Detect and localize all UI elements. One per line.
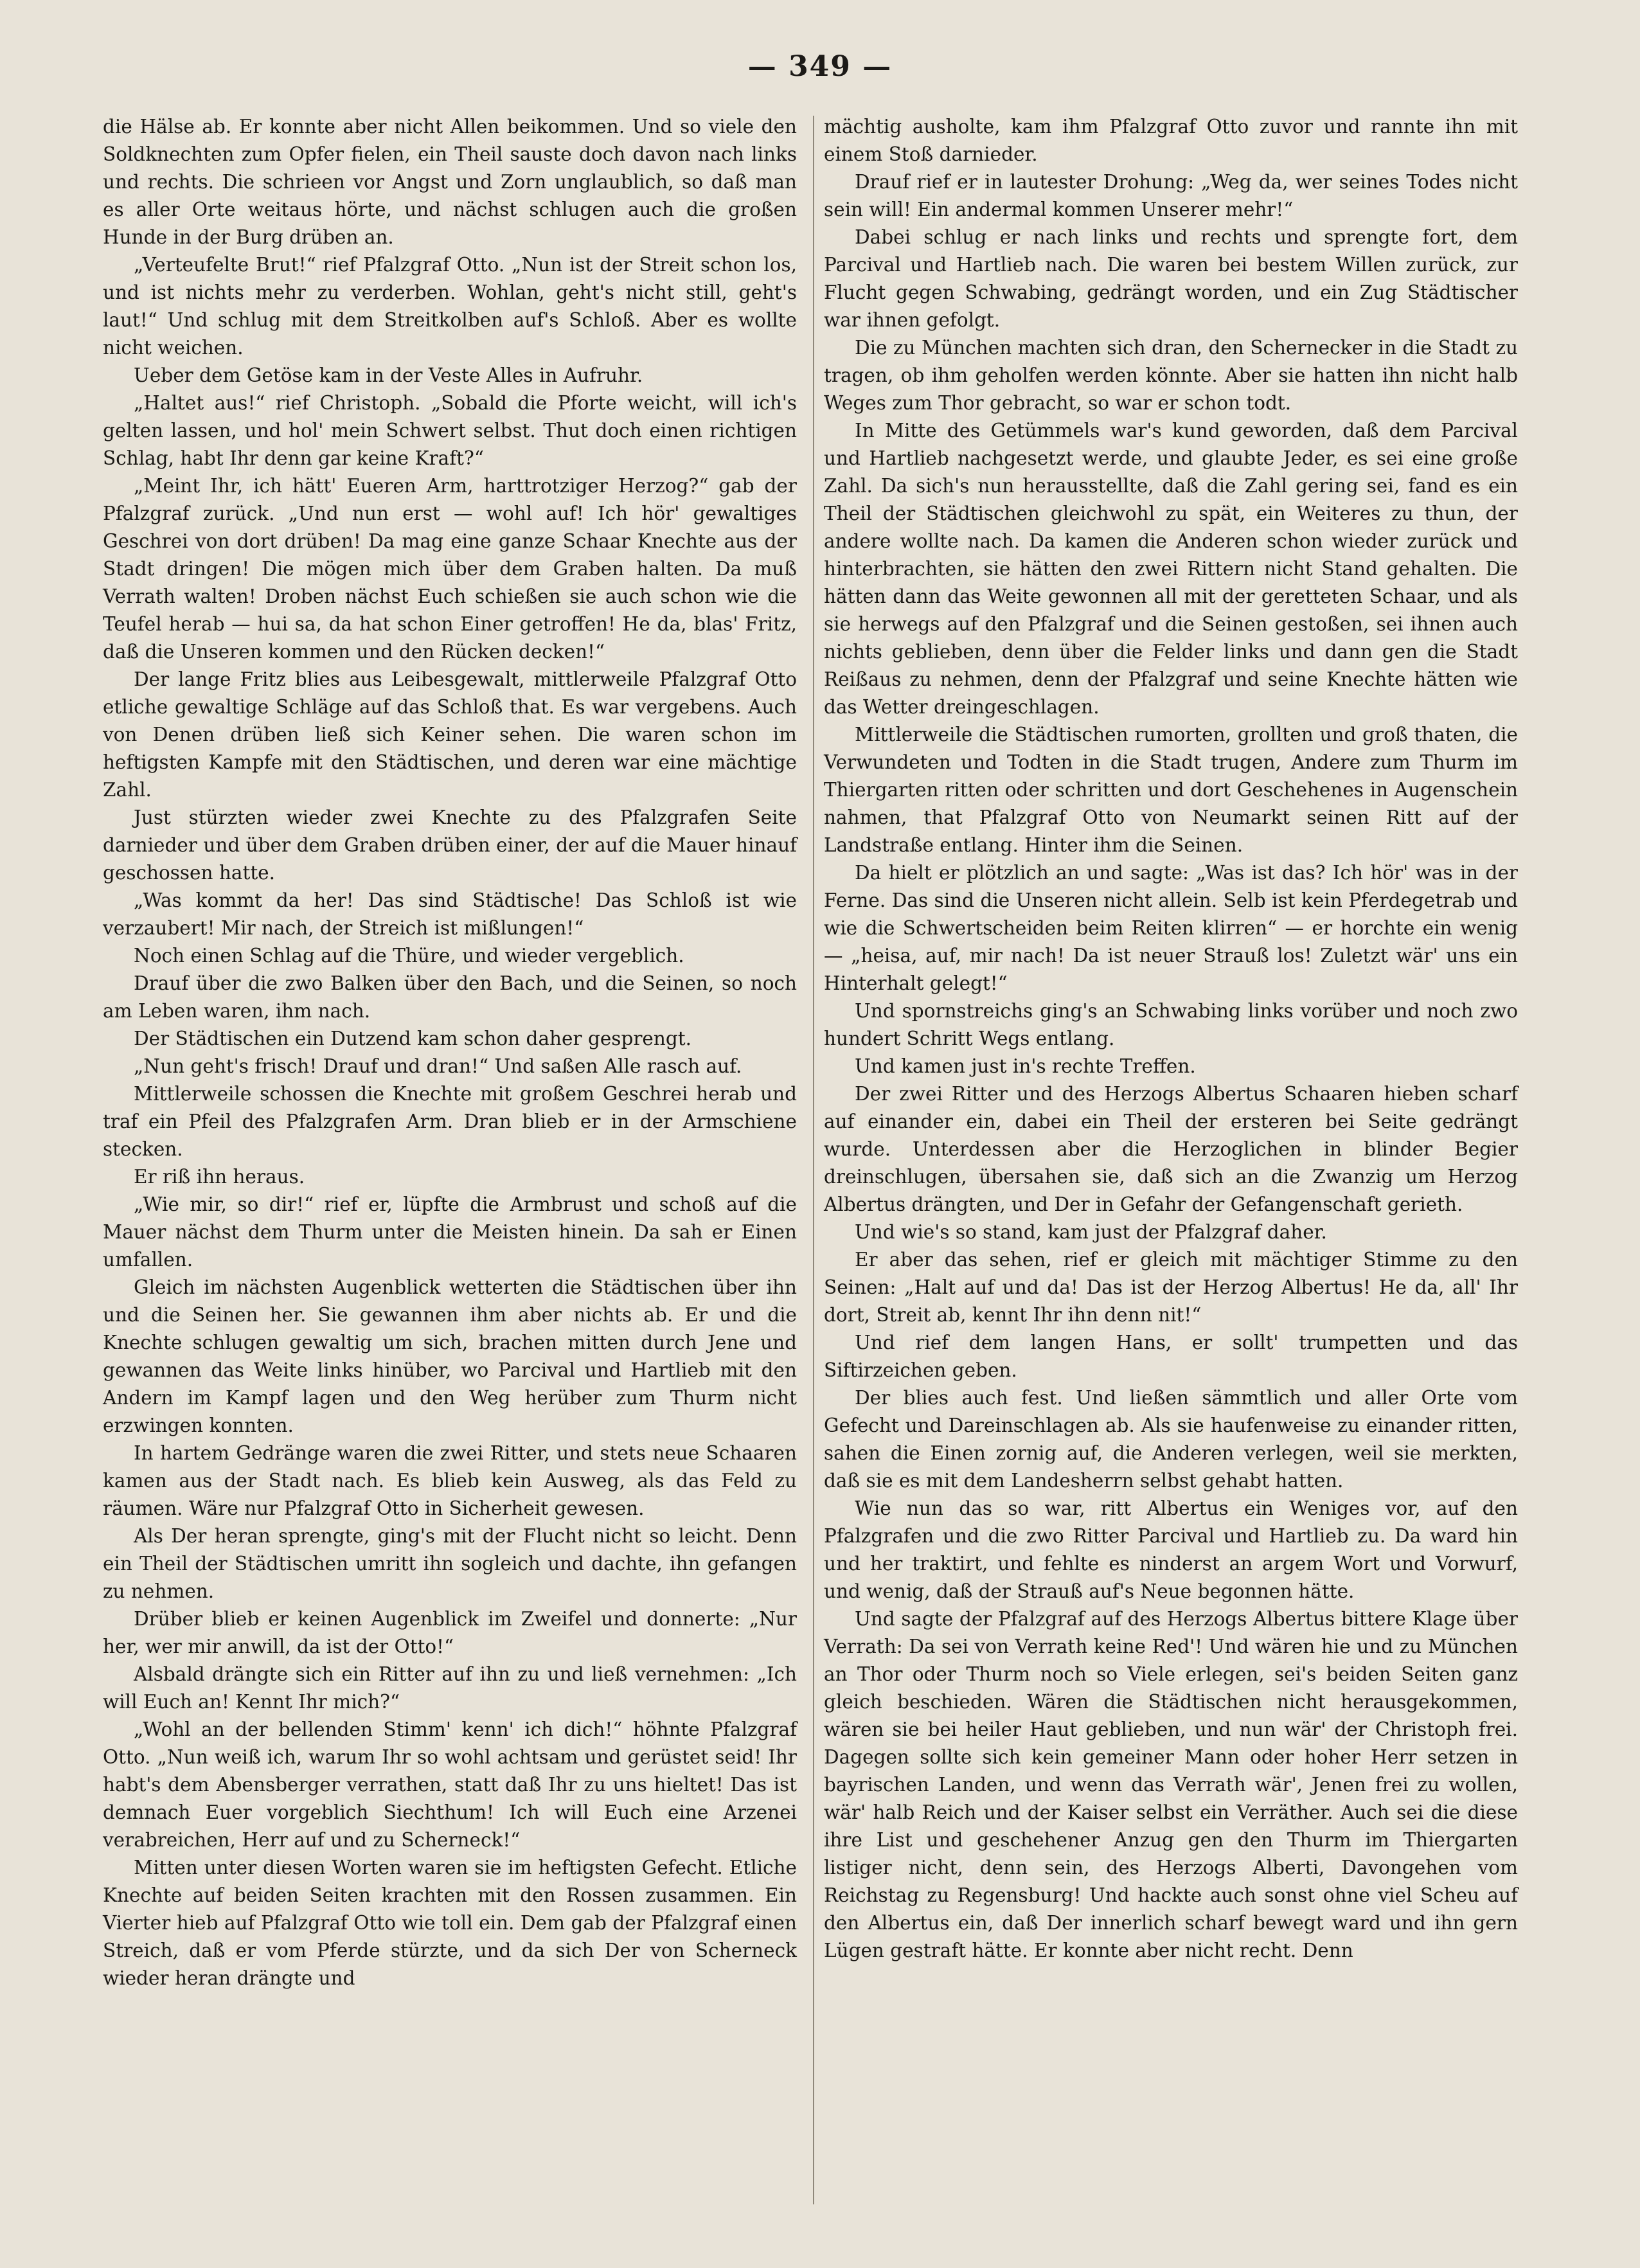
- paragraph: Gleich im nächsten Augenblick wetterten die Städtischen über ihn und die Seinen her. Sie gewannen ihm aber nichts ab. Er und die Knechte schlugen gewaltig um sich, brachen mitten durch Jene und gewannen das Weite links hinüber, wo Parcival und Hartlieb mit den Andern im Kampf lagen und den Weg herüber zum Thurm nicht erzwingen konnten.: [103, 1276, 797, 1436]
- paragraph: Ueber dem Getöse kam in der Veste Alles in Aufruhr.: [134, 364, 643, 386]
- paragraph: Der blies auch fest. Und ließen sämmtlich und aller Orte vom Gefecht und Dareinschlagen ab. Als sie haufenweise zu einander ritten, sahen die Einen zornig auf, die Anderen verlegen, weil sie merkten, daß sie es mit dem Landesherrn selbst gehabt hatten.: [824, 1387, 1518, 1492]
- paragraph: die Hälse ab. Er konnte aber nicht Allen beikommen. Und so viele den Soldknechten zum Opfer fielen, ein Theil sauste doch davon nach links und rechts. Die schrieen vor Angst und Zorn unglaublich, so daß man es aller Orte weitaus hörte, und nächst schlugen auch die großen Hunde in der Burg drüben an.: [103, 116, 797, 248]
- paragraph: Just stürzten wieder zwei Knechte zu des Pfalzgrafen Seite darnieder und über dem Graben drüben einer, der auf die Mauer hinauf geschossen hatte.: [103, 807, 797, 884]
- paragraph: Der Städtischen ein Dutzend kam schon daher gesprengt.: [134, 1028, 692, 1049]
- paragraph: Der zwei Ritter und des Herzogs Albertus Schaaren hieben scharf auf einander ein, dabei ein Theil der ersteren bei Seite gedrängt wurde. Unterdessen aber die Herzoglichen in blinder Begier dreinschlugen, übersahen sie, daß sich an die Zwanzig um Herzog Albertus drängten, und Der in Gefahr der Gefangenschaft gerieth.: [824, 1083, 1518, 1215]
- paragraph: Und sagte der Pfalzgraf auf des Herzogs Albertus bittere Klage über Verrath: Da sei von Verrath keine Red'! Und wären hie und zu München an Thor oder Thurm noch so Viele erlegen, sei's beiden Seiten ganz gleich beschieden. Wären die Städtischen nicht herausgekommen, wären sie bei heiler Haut geblieben, und nun wär' der Christoph frei. Dagegen sollte sich kein gemeiner Mann oder hoher Herr setzen in bayrischen Landen, und wenn das Verrath wär', Jenen frei zu wollen, wär' halb Reich und der Kaiser selbst ein Verräther. Auch sei die diese ihre List und geschehener Anzug gen den Thurm im Thiergarten listiger nicht, denn sein, des Herzogs Alberti, Davongehen vom Reichstag zu Regensburg! Und hackte auch sonst ohne viel Scheu auf den Albertus ein, daß Der innerlich scharf bewegt ward und ihn gern Lügen gestraft hätte. Er konnte aber nicht recht. Denn: [824, 1608, 1518, 1961]
- paragraph: Die zu München machten sich dran, den Schernecker in die Stadt zu tragen, ob ihm geholfen werden könnte. Aber sie hatten ihn nicht halb Weges zum Thor gebracht, so war er schon todt.: [824, 337, 1518, 414]
- paragraph: Und wie's so stand, kam just der Pfalzgraf daher.: [855, 1221, 1327, 1243]
- paragraph: „Was kommt da her! Das sind Städtische! Das Schloß ist wie verzaubert! Mir nach, der Streich ist mißlungen!“: [103, 889, 797, 939]
- paragraph: Alsbald drängte sich ein Ritter auf ihn zu und ließ vernehmen: „Ich will Euch an! Kennt Ihr mich?“: [103, 1663, 797, 1713]
- page-number: — 349 —: [747, 50, 893, 83]
- paragraph: Der lange Fritz blies aus Leibesgewalt, mittlerweile Pfalzgraf Otto etliche gewaltige Schläge auf das Schloß that. Es war vergebens. Auch von Denen drüben ließ sich Keiner sehen. Die waren schon im heftigsten Kampfe mit den Städtischen, und deren war eine mächtige Zahl.: [103, 668, 797, 801]
- paragraph: In Mitte des Getümmels war's kund geworden, daß dem Parcival und Hartlieb nachgesetzt werde, und glaubte Jeder, es sei eine große Zahl. Da sich's nun herausstellte, daß die Zahl gering sei, fand es ein Theil der Städtischen gleichwohl zu spät, ein Weiteres zu thun, der andere wollte nach. Da kamen die Anderen schon wieder zurück und hinterbrachten, sie hätten den zwei Rittern nicht Stand gehalten. Die hätten dann das Weite gewonnen all mit der geretteten Schaar, und als sie herwegs auf den Pfalzgraf und die Seinen gestoßen, sei ihnen auch nichts geblieben, denn über die Felder links und dann gen die Stadt Reißaus zu nehmen, denn der Pfalzgraf und seine Knechte hätten wie das Wetter dreingeschlagen.: [824, 420, 1518, 718]
- paragraph: Mittlerweile die Städtischen rumorten, grollten und groß thaten, die Verwundeten und Todten in die Stadt trugen, Andere zum Thurm im Thiergarten ritten oder schritten und dort Geschehenes in Augenschein nahmen, that Pfalzgraf Otto von Neumarkt seinen Ritt auf der Landstraße entlang. Hinter ihm die Seinen.: [824, 724, 1518, 856]
- paragraph: Wie nun das so war, ritt Albertus ein Weniges vor, auf den Pfalzgrafen und die zwo Ritter Parcival und Hartlieb zu. Da ward hin und her traktirt, und fehlte es ninderst an argem Wort und Vorwurf, und wenig, daß der Strauß auf's Neue begonnen hätte.: [824, 1497, 1518, 1602]
- paragraph: Dabei schlug er nach links und rechts und sprengte fort, dem Parcival und Hartlieb nach. Die waren bei bestem Willen zurück, zur Flucht gegen Schwabing, gedrängt worden, und ein Zug Städtischer war ihnen gefolgt.: [824, 226, 1518, 331]
- paragraph: Da hielt er plötzlich an und sagte: „Was ist das? Ich hör' was in der Ferne. Das sind die Unseren nicht allein. Selb ist kein Pferdegetrab und wie die Schwertscheiden beim Reiten klirren“ — er horchte ein wenig — „heisa, auf, mir nach! Da ist neuer Strauß los! Zuletzt wär' uns ein Hinterhalt gelegt!“: [824, 862, 1518, 994]
- paragraph: Noch einen Schlag auf die Thüre, und wieder vergeblich.: [134, 945, 684, 967]
- paragraph: Mitten unter diesen Worten waren sie im heftigsten Gefecht. Etliche Knechte auf beiden Seiten krachten mit den Rossen zusammen. Ein Vierter hieb auf Pfalzgraf Otto wie toll ein. Dem gab der Pfalzgraf einen Streich, daß er vom Pferde stürzte, und da sich Der von Scherneck wieder heran drängte und: [103, 1857, 797, 1989]
- paragraph: „Wie mir, so dir!“ rief er, lüpfte die Armbrust und schoß auf die Mauer nächst dem Thurm unter die Meisten hinein. Da sah er Einen umfallen.: [103, 1193, 797, 1271]
- left-column: [103, 113, 797, 1992]
- paragraph: „Meint Ihr, ich hätt' Eueren Arm, harttrotziger Herzog?“ gab der Pfalzgraf zurück. „Und nun erst — wohl auf! Ich hör' gewaltiges Geschrei von dort drüben! Da mag eine ganze Schaar Knechte aus der Stadt dringen! Die mögen mich über dem Graben halten. Da muß Verrath walten! Droben nächst Euch schießen sie auch schon wie die Teufel herab — hui sa, da hat schon Einer getroffen! He da, blas' Fritz, daß die Unseren kommen und den Rücken decken!“: [103, 475, 797, 663]
- paragraph: Und rief dem langen Hans, er sollt' trumpetten und das Siftirzeichen geben.: [824, 1332, 1518, 1381]
- paragraph: „Wohl an der bellenden Stimm' kenn' ich dich!“ höhnte Pfalzgraf Otto. „Nun weiß ich, warum Ihr so wohl achtsam und gerüstet seid! Ihr habt's dem Abensberger verrathen, statt daß Ihr zu uns hieltet! Das ist demnach Euer vorgeblich Siechthum! Ich will Euch eine Arzenei verabreichen, Herr auf und zu Scherneck!“: [103, 1719, 797, 1851]
- column-divider: [813, 116, 814, 2204]
- paragraph: mächtig ausholte, kam ihm Pfalzgraf Otto zuvor und rannte ihn mit einem Stoß darnieder.: [824, 116, 1518, 165]
- paragraph: Er aber das sehen, rief er gleich mit mächtiger Stimme zu den Seinen: „Halt auf und da! Das ist der Herzog Albertus! He da, all' Ihr dort, Streit ab, kennt Ihr ihn denn nit!“: [824, 1249, 1518, 1326]
- paragraph: Und spornstreichs ging's an Schwabing links vorüber und noch zwo hundert Schritt Wegs entlang.: [824, 1000, 1518, 1049]
- paragraph: Mittlerweile schossen die Knechte mit großem Geschrei herab und traf ein Pfeil des Pfalzgrafen Arm. Dran blieb er in der Armschiene stecken.: [103, 1083, 797, 1160]
- paragraph: In hartem Gedränge waren die zwei Ritter, und stets neue Schaaren kamen aus der Stadt nach. Es blieb kein Ausweg, als das Feld zu räumen. Wäre nur Pfalzgraf Otto in Sicherheit gewesen.: [103, 1442, 797, 1519]
- right-column: [824, 113, 1518, 1965]
- paragraph: „Nun geht's frisch! Drauf und dran!“ Und saßen Alle rasch auf.: [134, 1055, 742, 1077]
- paragraph: „Haltet aus!“ rief Christoph. „Sobald die Pforte weicht, will ich's gelten lassen, und hol' mein Schwert selbst. Thut doch einen richtigen Schlag, habt Ihr denn gar keine Kraft?“: [103, 392, 797, 469]
- paragraph: Als Der heran sprengte, ging's mit der Flucht nicht so leicht. Denn ein Theil der Städtischen umritt ihn sogleich und dachte, ihn gefangen zu nehmen.: [103, 1525, 797, 1602]
- paragraph: Er riß ihn heraus.: [134, 1166, 305, 1188]
- paragraph: „Verteufelte Brut!“ rief Pfalzgraf Otto. „Nun ist der Streit schon los, und ist nichts mehr zu verderben. Wohlan, geht's nicht still, geht's laut!“ Und schlug mit dem Streitkolben auf's Schloß. Aber es wollte nicht weichen.: [103, 254, 797, 359]
- paragraph: Drauf über die zwo Balken über den Bach, und die Seinen, so noch am Leben waren, ihm nach.: [103, 972, 797, 1022]
- paragraph: Drauf rief er in lautester Drohung: „Weg da, wer seines Todes nicht sein will! Ein andermal kommen Unserer mehr!“: [824, 171, 1518, 220]
- paragraph: Drüber blieb er keinen Augenblick im Zweifel und donnerte: „Nur her, wer mir anwill, da ist der Otto!“: [103, 1608, 797, 1657]
- paragraph: Und kamen just in's rechte Treffen.: [855, 1055, 1196, 1077]
